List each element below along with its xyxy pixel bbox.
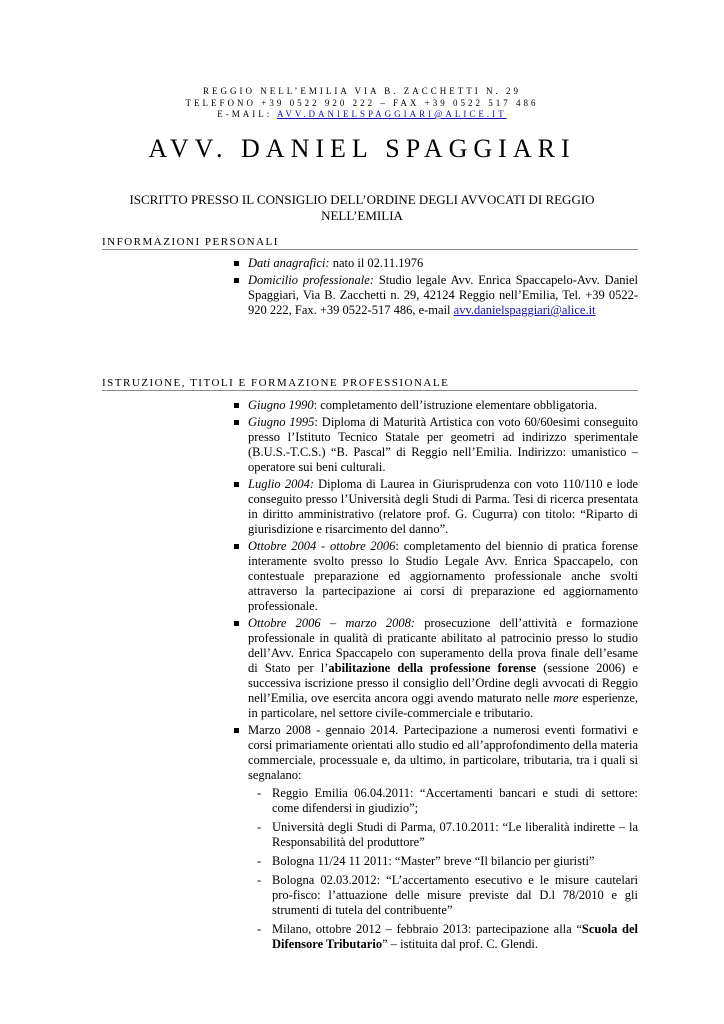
item-text: Marzo 2008 - gennaio 2014. Partecipazione a numerosi eventi formativi e corsi primariamente orientati allo studio ed all’approfondimento della materia commerciale, processuale e, da ultimo, in particolare, tributaria, tra i quali si segnalano: [248, 723, 638, 782]
list-item [248, 723, 638, 952]
item-date: Luglio 2004: [248, 477, 314, 491]
event-item: - Università degli Studi di Parma, 07.10.2011: “Le liberalità indirette – la Responsabilità del produttore” [248, 820, 638, 850]
education-list [248, 398, 638, 956]
list-item [248, 616, 638, 721]
list-item [248, 539, 638, 614]
item-text: : completamento del biennio di pratica forense interamente svolto presso lo Studio Legale Avv. Enrica Spaccapelo, con contestuale preparazione ed aggiornamento professionale anche svolti attraverso la partecipazione ai corsi di preparazione ed aggiornamento professionale. [248, 539, 638, 613]
event-item: - Reggio Emilia 06.04.2011: “Accertamenti bancari e studi di settore: come difendersi in giudizio”; [248, 786, 638, 816]
item-date: Giugno 1995 [248, 415, 315, 429]
event-text: ” – istituita dal prof. C. Glendi. [382, 937, 538, 951]
item-text: : Diploma di Maturità Artistica con voto 60/60esimi conseguito presso l’Istituto Tecnico Statale per geometri ad indirizzo sperimentale (B.U.S.-T.C.S.) “B. Pascal” di Reggio nell’Emilia. Indirizzo: umanistico – operatore sui beni culturali. [248, 415, 639, 474]
event-item: - Bologna 11/24 11 2011: “Master” breve “Il bilancio per giuristi” [248, 854, 638, 869]
email-link[interactable]: AVV.DANIELSPAGGIARI@ALICE.IT [277, 109, 507, 119]
dob-label: Dati anagrafici: [248, 256, 330, 270]
events-list [248, 786, 638, 952]
list-item [248, 415, 638, 475]
event-item [248, 922, 638, 952]
item-text: Diploma di Laurea in Giurisprudenza con voto 110/110 e lode conseguito presso l’Università degli Studi di Parma. Tesi di ricerca presentata in diritto amministrativo (relatore prof. G. Cugurra) con titolo: “Riparto di giurisdizione e risarcimento del danno”. [248, 477, 638, 536]
phone-line: TELEFONO +39 0522 920 222 – FAX +39 0522 517 486 [185, 97, 539, 108]
letterhead [0, 86, 724, 121]
event-text: Milano, ottobre 2012 – febbraio 2013: partecipazione alla “ [272, 922, 582, 936]
item-text: (sessione 2006) e successiva iscrizione presso il consiglio dell’Ordine degli avvocati di Reggio nell’Emilia, ove esercita ancora oggi avendo maturato nelle [248, 661, 638, 705]
event-bold: Scuola del Difensore Tributario [272, 922, 639, 951]
item-date: Ottobre 2006 – marzo 2008: [248, 616, 416, 630]
item-bold: abilitazione della professione forense [328, 661, 537, 675]
subtitle: ISCRITTO PRESSO IL CONSIGLIO DELL’ORDINE DEGLI AVVOCATI DI REGGIO NELL’EMILIA [129, 192, 595, 223]
list-item [248, 477, 638, 537]
address-line: REGGIO NELL’EMILIA VIA B. ZACCHETTI N. 29 [203, 86, 521, 96]
item-text: esperienze, in particolare, nel settore civile-commerciale e tributario. [248, 691, 638, 720]
domicile-label: Domicilio professionale: [248, 273, 374, 287]
list-item [248, 273, 638, 318]
section-title-education: ISTRUZIONE, TITOLI E FORMAZIONE PROFESSIONALE [102, 377, 638, 391]
list-item [248, 398, 638, 413]
item-date: Ottobre 2004 - ottobre 2006 [248, 539, 396, 553]
item-text: : completamento dell’istruzione elementare obbligatoria. [313, 398, 598, 412]
event-item: - Bologna 02.03.2012: “L’accertamento esecutivo e le misure cautelari pro-fisco: l’attuazione delle misure previste dal D.l 78/2010 e gli strumenti di tutela del contribuente” [248, 873, 638, 918]
item-date: Giugno 1990 [248, 398, 314, 412]
section-title-personal: INFORMAZIONI PERSONALI [102, 236, 638, 250]
list-item [248, 256, 638, 271]
domicile-text: Studio legale Avv. Enrica Spaccapelo-Avv. Daniel Spaggiari, Via B. Zacchetti n. 29, 42124 Reggio nell’Emilia, Tel. +39 0522-920 222, Fax. +39 0522-517 486, e-mail [248, 273, 638, 317]
dob-text: nato il 02.11.1976 [329, 256, 424, 270]
page-title: AVV. DANIEL SPAGGIARI [148, 134, 576, 163]
item-italic: more [553, 691, 579, 705]
email-line [0, 109, 724, 121]
personal-list [248, 256, 638, 320]
item-text: prosecuzione dell’attività e formazione professionale in qualità di praticante abilitato al patrocinio presso lo studio dell’Avv. Enrica Spaccapelo con superamento della prova finale dell’esame di Stato per l’ [248, 616, 638, 675]
domicile-email-link[interactable]: avv.danielspaggiari@alice.it [453, 303, 596, 317]
email-label: E-MAIL: [217, 109, 278, 119]
